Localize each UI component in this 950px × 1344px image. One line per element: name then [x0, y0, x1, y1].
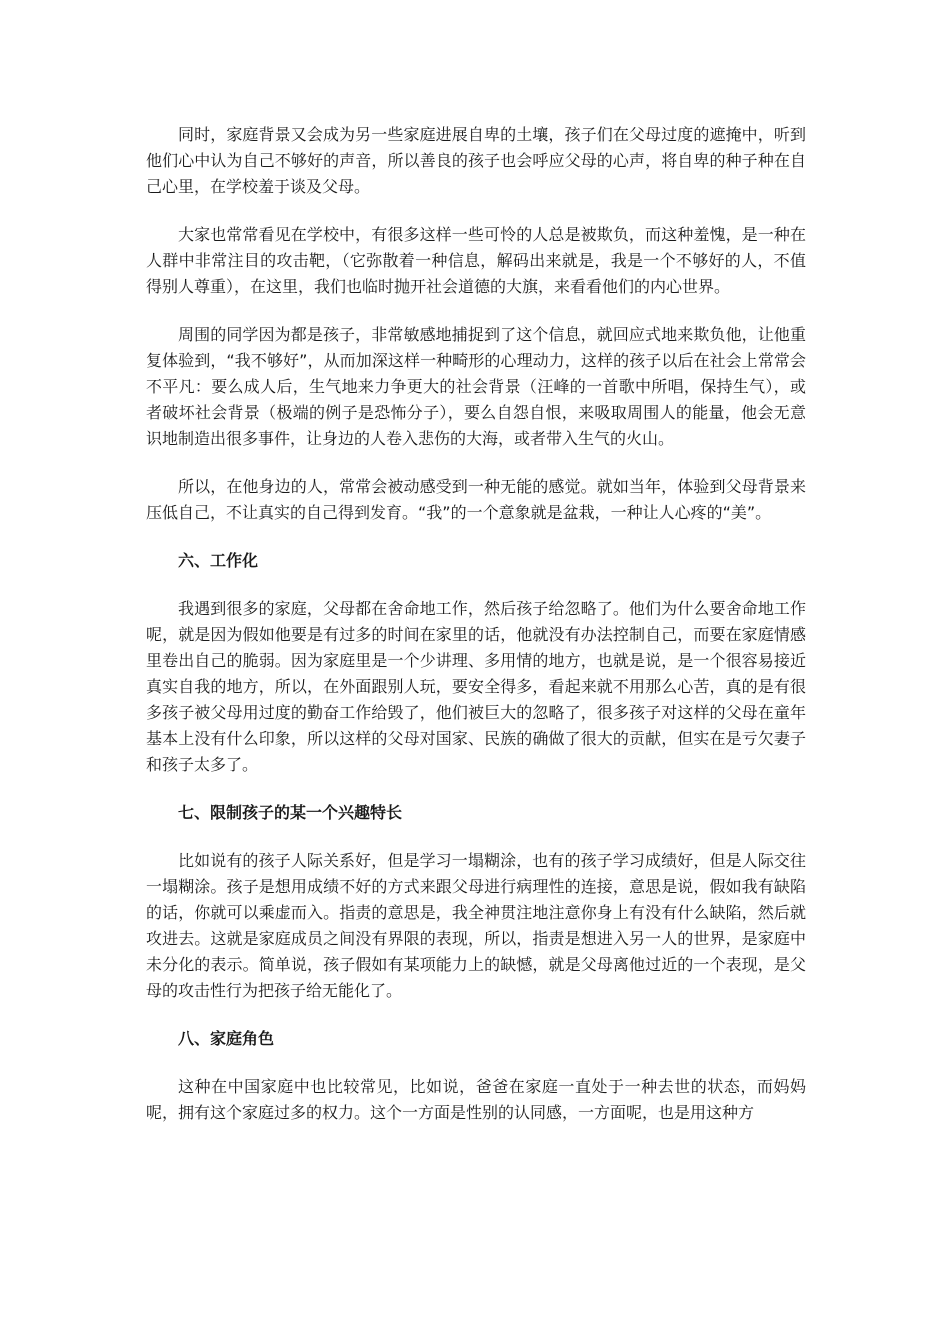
paragraph-family-background: 同时，家庭背景又会成为另一些家庭进展自卑的土壤，孩子们在父母过度的遮掩中，听到他们心中认为自己不够好的声音，所以善良的孩子也会呼应父母的心声，将自卑的种子种在自己心里，在学校羞于谈及父母。: [146, 125, 806, 196]
paragraph-family-roles: 这种在中国家庭中也比较常见，比如说，爸爸在家庭一直处于一种去世的状态，而妈妈呢，拥有这个家庭过多的权力。这个一方面是性别的认同感，一方面呢，也是用这种方: [146, 1077, 806, 1122]
paragraph-bullied-at-school: 大家也常常看见在学校中，有很多这样一些可怜的人总是被欺负，而这种羞愧，是一种在人群中非常注目的攻击靶，（它弥散着一种信息，解码出来就是，我是一个不够好的人，不值得别人尊重），在这里，我们也临时抛开社会道德的大旗，来看看他们的内心世界。: [146, 225, 806, 296]
paragraph-workaholic-parents: 我遇到很多的家庭，父母都在舍命地工作，然后孩子给忽略了。他们为什么要舍命地工作呢，就是因为假如他要是有过多的时间在家里的话，他就没有办法控制自己，而要在家庭情感里卷出自己的脆弱。因为家庭里是一个少讲理、多用情的地方，也就是说，是一个很容易接近真实自我的地方，所以，在外面跟别人玩，要安全得多，看起来就不用那么心苦，真的是有很多孩子被父母用过度的勤奋工作给毁了，他们被巨大的忽略了，很多孩子对这样的父母在童年基本上没有什么印象，所以这样的父母对国家、民族的确做了很大的贡献，但实在是亏欠妻子和孩子太多了。: [146, 599, 806, 774]
paragraph-sense-of-incompetence: 所以，在他身边的人，常常会被动感受到一种无能的感觉。就如当年，体验到父母背景来压低自己，不让真实的自己得到发育。“我”的一个意象就是盆栽，一种让人心疼的“美”。: [146, 477, 806, 522]
paragraph-classmates-response: 周围的同学因为都是孩子，非常敏感地捕捉到了这个信息，就回应式地来欺负他，让他重复体验到，“我不够好”，从而加深这样一种畸形的心理动力，这样的孩子以后在社会上常常会不平凡：要么成人后，生气地来力争更大的社会背景（汪峰的一首歌中所唱，保持生气），或者破坏社会背景（极端的例子是恐怖分子），要么自怨自恨，来吸取周围人的能量，他会无意识地制造出很多事件，让身边的人卷入悲伤的大海，或者带入生气的火山。: [146, 325, 806, 448]
section-heading-7: 七、限制孩子的某一个兴趣特长: [178, 803, 403, 822]
document-page: [146, 122, 806, 1126]
section-heading-8: 八、家庭角色: [178, 1029, 275, 1048]
paragraph-limiting-talents: 比如说有的孩子人际关系好，但是学习一塌糊涂，也有的孩子学习成绩好，但是人际交往一塌糊涂。孩子是想用成绩不好的方式来跟父母进行病理性的连接，意思是说，假如我有缺陷的话，你就可以乘虚而入。指责的意思是，我全神贯注地注意你身上有没有什么缺陷，然后就攻进去。这就是家庭成员之间没有界限的表现，所以，指责是想进入另一人的世界，是家庭中未分化的表示。简单说，孩子假如有某项能力上的缺憾，就是父母离他过近的一个表现，是父母的攻击性行为把孩子给无能化了。: [146, 851, 806, 1000]
section-heading-6: 六、工作化: [178, 551, 259, 570]
